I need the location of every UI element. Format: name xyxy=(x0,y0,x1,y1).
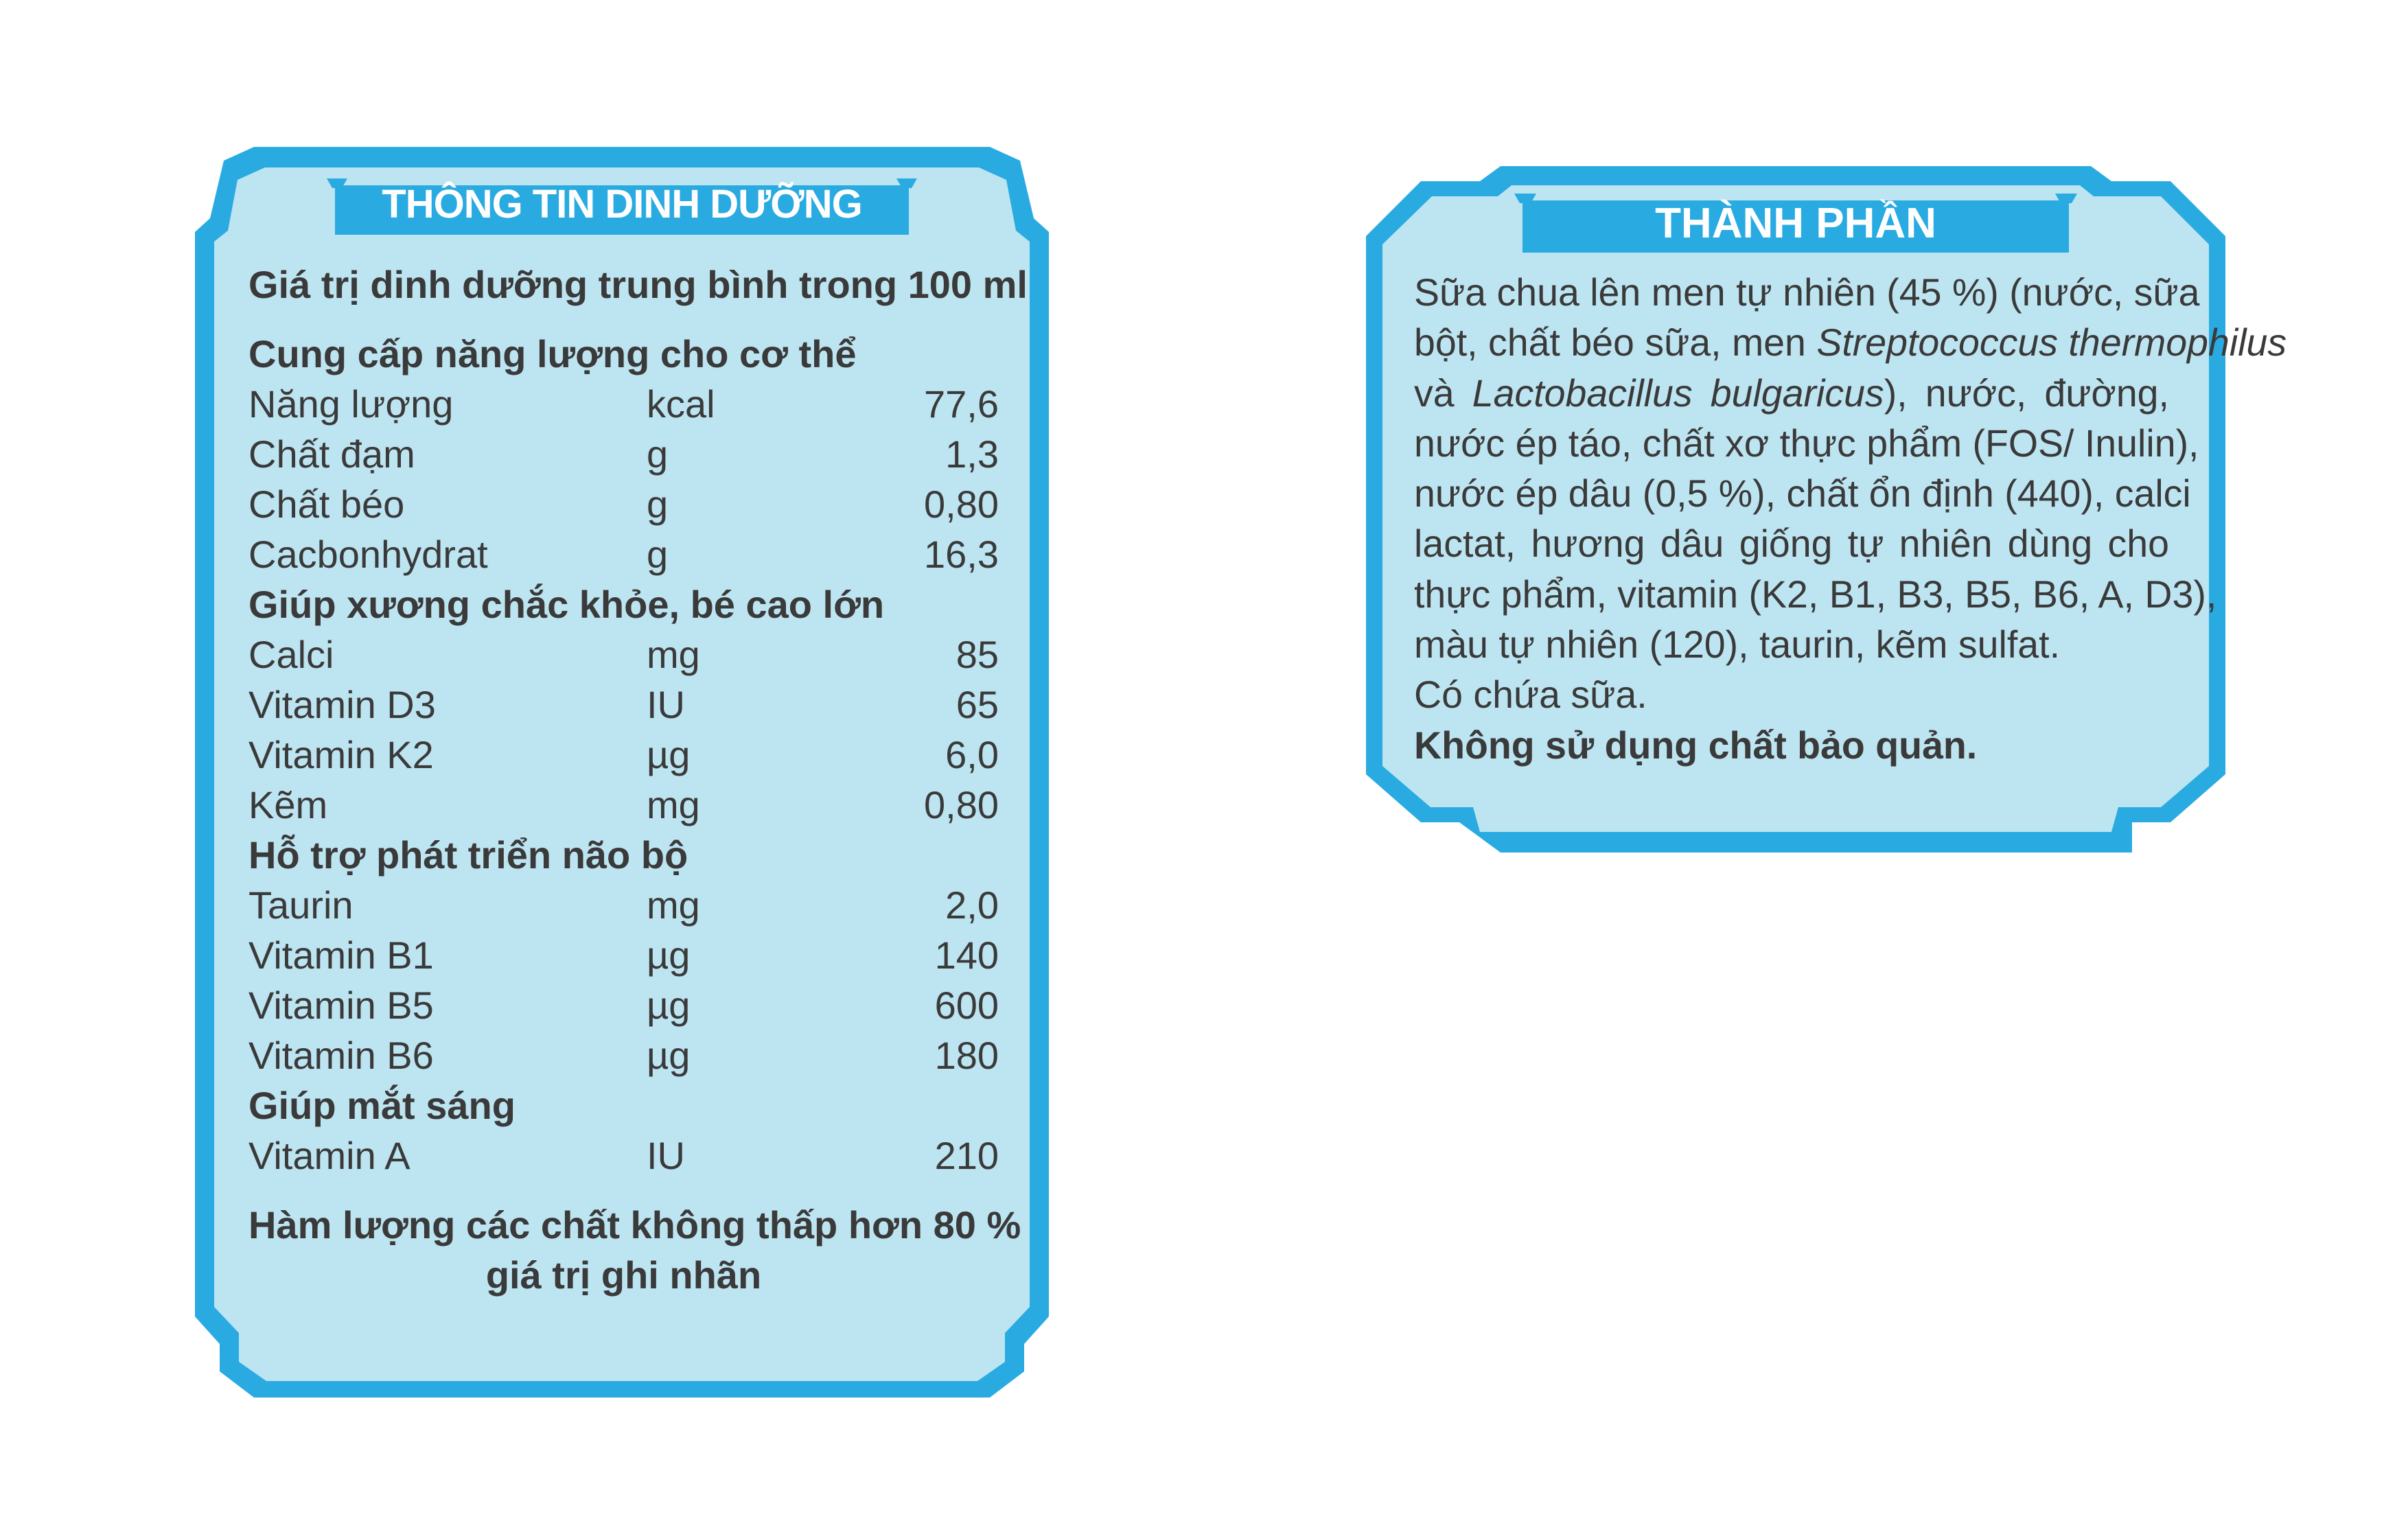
nutrient-value: 6,0 xyxy=(945,733,999,776)
nutrition-panel xyxy=(183,143,1061,1399)
nutrient-row xyxy=(248,429,999,479)
ingredients-line xyxy=(1414,519,2169,569)
nutrient-name: Taurin xyxy=(248,883,354,927)
nutrient-unit: mg xyxy=(647,783,700,826)
nutrition-title: THÔNG TIN DINH DƯỠNG xyxy=(382,182,862,227)
allergen-note: Có chứa sữa. xyxy=(1414,673,1647,717)
nutrition-group-heading: Hỗ trợ phát triển não bộ xyxy=(248,833,688,877)
ingredients-line xyxy=(1414,620,2169,670)
nutrient-row xyxy=(248,529,999,579)
ingredients-line xyxy=(1414,369,2169,419)
nutrient-row xyxy=(248,479,999,529)
nutrient-unit: IU xyxy=(647,683,685,726)
nutrient-value: 180 xyxy=(934,1034,999,1077)
ingredient-text: ), nước, đường, xyxy=(1884,371,2169,415)
ingredient-species-name: Streptococcus thermophilus xyxy=(1816,321,2287,364)
nutrient-row xyxy=(248,629,999,680)
nutrient-unit: µg xyxy=(647,934,691,977)
nutrient-value: 77,6 xyxy=(924,382,999,426)
nutrient-value: 65 xyxy=(956,683,999,726)
nutrient-name: Vitamin D3 xyxy=(248,683,436,726)
ingredients-line xyxy=(1414,268,2200,318)
ingredients-line xyxy=(1414,318,2287,368)
ingredient-species-name: Lactobacillus bulgaricus xyxy=(1472,371,1884,415)
ingredients-content xyxy=(1414,268,2287,771)
nutrient-name: Vitamin B1 xyxy=(248,934,434,977)
nutrient-row xyxy=(248,780,999,830)
ingredients-line xyxy=(1414,570,2217,620)
nutrient-row xyxy=(248,880,999,930)
ingredients-title: THÀNH PHẦN xyxy=(1655,200,1936,247)
nutrient-unit: g xyxy=(647,533,669,576)
nutrient-name: Vitamin B5 xyxy=(248,984,434,1027)
ingredients-text xyxy=(1414,268,2287,670)
nutrient-name: Vitamin K2 xyxy=(248,733,434,776)
nutrient-unit: µg xyxy=(647,1034,691,1077)
nutrient-unit: mg xyxy=(647,883,700,927)
ingredient-text: lactat, hương dâu giống tự nhiên dùng cho xyxy=(1414,522,2169,566)
nutrient-name: Vitamin B6 xyxy=(248,1034,434,1077)
nutrient-value: 0,80 xyxy=(924,483,999,526)
nutrient-value: 1,3 xyxy=(945,432,999,476)
ingredients-panel xyxy=(1356,159,2287,853)
nutrient-row xyxy=(248,980,999,1030)
ingredient-text: Sữa chua lên men tự nhiên (45 %) (nước, sữa xyxy=(1414,271,2200,314)
preservative-note: Không sử dụng chất bảo quản. xyxy=(1414,723,1978,767)
nutrient-name: Cacbonhydrat xyxy=(248,533,488,576)
nutrient-row xyxy=(248,680,999,730)
nutrient-unit: µg xyxy=(647,733,691,776)
nutrient-row xyxy=(248,730,999,780)
nutrient-row xyxy=(248,1030,999,1080)
nutrient-value: 16,3 xyxy=(924,533,999,576)
nutrient-unit: mg xyxy=(647,633,700,676)
nutrition-group-heading: Giúp xương chắc khỏe, bé cao lớn xyxy=(248,583,885,626)
nutrition-subtitle: Giá trị dinh dưỡng trung bình trong 100 ml xyxy=(248,263,1028,306)
nutrient-row xyxy=(248,930,999,980)
ingredient-text: thực phẩm, vitamin (K2, B1, B3, B5, B6, A, D3), xyxy=(1414,572,2217,616)
nutrient-unit: IU xyxy=(647,1134,685,1177)
ingredients-line xyxy=(1414,419,2199,469)
nutrient-value: 600 xyxy=(934,984,999,1027)
ingredient-text: màu tự nhiên (120), taurin, kẽm sulfat. xyxy=(1414,623,2061,667)
ingredient-text: bột, chất béo sữa, men xyxy=(1414,321,1817,364)
nutrition-footer xyxy=(248,1200,1021,1300)
footer-line-2: giá trị ghi nhãn xyxy=(485,1253,762,1297)
nutrient-unit: µg xyxy=(647,984,691,1027)
nutrient-name: Năng lượng xyxy=(248,382,454,426)
nutrient-row xyxy=(248,1131,999,1181)
nutrition-groups xyxy=(248,329,999,1181)
nutrition-group-heading: Cung cấp năng lượng cho cơ thể xyxy=(248,332,857,375)
nutrient-row xyxy=(248,379,999,429)
nutrient-value: 210 xyxy=(934,1134,999,1177)
nutrition-content xyxy=(248,259,1028,1300)
nutrient-name: Chất đạm xyxy=(248,432,415,476)
nutrient-unit: g xyxy=(647,483,669,526)
ingredients-line xyxy=(1414,469,2191,519)
nutrient-value: 2,0 xyxy=(945,883,999,927)
footer-line-1: Hàm lượng các chất không thấp hơn 80 % xyxy=(248,1203,1021,1247)
nutrient-value: 140 xyxy=(934,934,999,977)
nutrient-value: 85 xyxy=(956,633,999,676)
ingredient-text: nước ép táo, chất xơ thực phẩm (FOS/ Inulin), xyxy=(1414,421,2199,465)
nutrient-name: Vitamin A xyxy=(248,1134,410,1177)
nutrient-name: Chất béo xyxy=(248,483,405,526)
nutrient-name: Calci xyxy=(248,633,334,676)
nutrition-group-heading: Giúp mắt sáng xyxy=(248,1084,516,1127)
ingredient-text: và xyxy=(1414,371,1472,415)
nutrient-name: Kẽm xyxy=(248,783,328,826)
nutrient-unit: kcal xyxy=(647,382,715,426)
nutrient-value: 0,80 xyxy=(924,783,999,826)
nutrient-unit: g xyxy=(647,432,669,476)
ingredient-text: nước ép dâu (0,5 %), chất ổn định (440), calci xyxy=(1414,472,2191,515)
